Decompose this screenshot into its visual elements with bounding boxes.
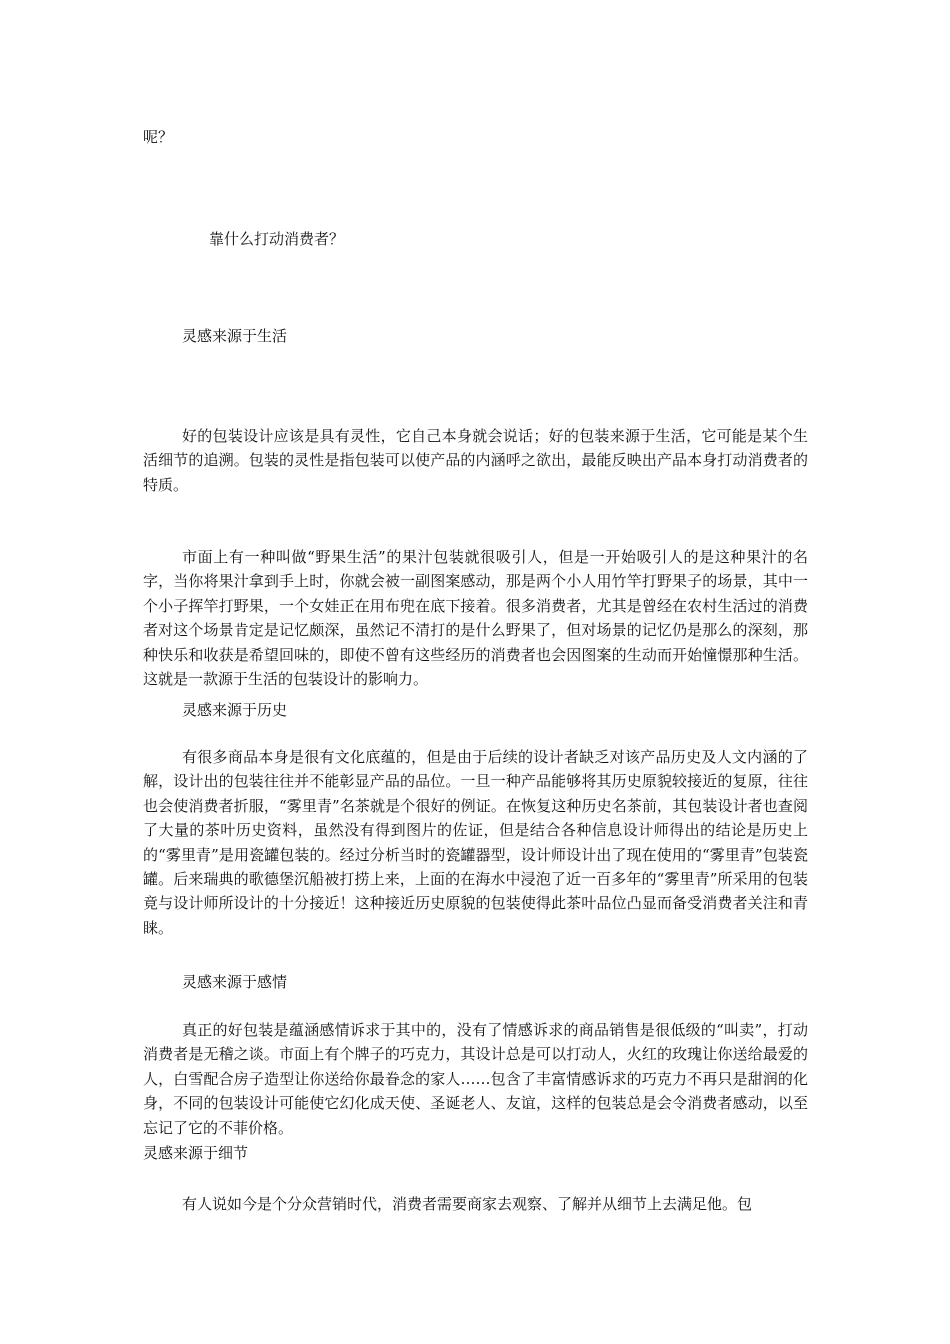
section-heading-detail: 灵感来源于细节 xyxy=(143,1144,249,1162)
section-heading-emotion: 灵感来源于感情 xyxy=(182,973,288,991)
paragraph-emotion: 真正的好包装是蕴涵感情诉求于其中的，没有了情感诉求的商品销售是很低级的“叫卖”，打动消费者是无稽之谈。市面上有个牌子的巧克力，其设计总是可以打动人，火红的玫瑰让你送给最爱的人，白雪配合房子造型让你送给你最眷念的家人……包含了丰富情感诉求的巧克力不再只是甜润的化身，不同的包装设计可能使它幻化成天使、圣诞老人、友谊，这样的包装总是会令消费者感动，以至忘记了它的不菲价格。 xyxy=(143,1021,808,1137)
paragraph-history: 有很多商品本身是很有文化底蕴的，但是由于后续的设计者缺乏对该产品历史及人文内涵的了解，设计出的包装往往并不能彰显产品的品位。一旦一种产品能够将其历史原貌较接近的复原，往往也会使消费者折服，“雾里青”名茶就是个很好的例证。在恢复这种历史名茶前，其包装设计者也查阅了大量的茶叶历史资料，虽然没有得到图片的佐证，但是结合各种信息设计师得出的结论是历史上的“雾里青”是用瓷罐包装的。经过分析当时的瓷罐器型，设计师设计出了现在使用的“雾里青”包装瓷罐。后来瑞典的歌德堡沉船被打捞上来，上面的在海水中浸泡了近一百多年的“雾里青”所采用的包装竟与设计师所设计的十分接近！这种接近历史原貌的包装使得此茶叶品位凸显而备受消费者关注和青睐。 xyxy=(143,748,808,937)
paragraph-life-1: 好的包装设计应该是具有灵性，它自己本身就会说话；好的包装来源于生活，它可能是某个生活细节的追溯。包装的灵性是指包装可以使产品的内涵呼之欲出，最能反映出产品本身打动消费者的特质。 xyxy=(143,427,808,494)
section-heading-history: 灵感来源于历史 xyxy=(182,701,288,719)
paragraph-life-2: 市面上有一种叫做“野果生活”的果汁包装就很吸引人，但是一开始吸引人的是这种果汁的名字，当你将果汁拿到手上时，你就会被一副图案感动，那是两个小人用竹竿打野果子的场景，其中一个小子挥竿打野果，一个女娃正在用布兜在底下接着。很多消费者，尤其是曾经在农村生活过的消费者对这个场景肯定是记忆颇深，虽然记不清打的是什么野果了，但对场景的记忆仍是那么的深刻，那种快乐和收获是希望回味的，即使不曾有这些经历的消费者也会因图案的生动而开始憧憬那种生活。这就是一款源于生活的包装设计的影响力。 xyxy=(143,548,808,689)
section-heading-life: 灵感来源于生活 xyxy=(182,327,288,345)
fragment-text: 呢？ xyxy=(143,128,174,146)
question-heading: 靠什么打动消费者？ xyxy=(209,230,345,248)
paragraph-detail: 有人说如今是个分众营销时代，消费者需要商家去观察、了解并从细节上去满足他。包 xyxy=(182,1195,753,1213)
